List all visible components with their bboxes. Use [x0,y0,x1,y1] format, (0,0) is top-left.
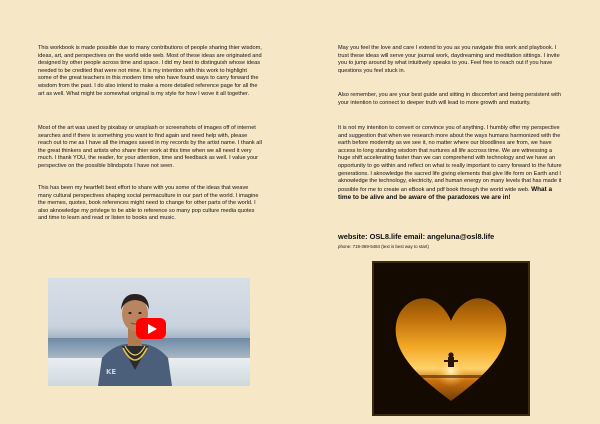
art-credits-paragraph: Most of the art was used by pixabay or unsplash or screenshots of images off of internet searches and if there is something you want to find again and need help with, please reach out to me as I have all the images saved in my records by the artist name. I thank all the great thinkers and artists who share thier work at this time when we all need it very much. I thank YOU, the reader, for your attention, time and feedback as well. I value your perspective on the possible blindspots I have not seen. [38,125,262,169]
intention-text: It is not my intention to convert or convince you of anything. I humbly offer my perspective and suggestion that when we research more about the ways humans harmonized with the earth before modernity as we see it, no matter where our bloodlines are from, we have access to long standing wisdom that nurtures all life accross time. We are witnessing a huge shift accelerating faster than we can comprehend with technology and we have an opportunity to go within and reflect on what is really important to carry forward to the future generations. I aknowledge the sacred life giving elements that give life form on Earth and I aknowledge the technology, electricity, and human energy on many levels that has made it possible for me to create an eBook and pdf book through the world wide web. [338,125,562,193]
youtube-play-icon[interactable] [136,318,166,339]
sunset-scene [374,263,528,414]
blessing-paragraph: May you feel the love and care I extend to you as you navigate this work and playbook. I trust these ideas will serve your journal work, daydreaming and meditation sittings. I invite you to jump around by what intuitively speaks to you. Feel free to reach out if you have questions you feel stuck in. [338,45,560,74]
heartfelt-effort-paragraph: This has been my heartfelt best effort to share with you some of the ideas that weave many cultural perspectives shaping social permaculture in our part of the world. I imagine the memes, quotes, book references might need to change for other parts of the world. I also aknowledge my privlege to be able to reference so many pop culture media quotes and time to learn and read or listen to books and music. [38,185,259,222]
closing-statement: What a time to be alive and be aware of the paradoxes we are in! [338,185,553,202]
right-page [300,0,600,424]
svg-text:KE: KE [106,368,117,376]
best-guide-paragraph: Also remember, you are your best guide and sitting in discomfort and being persistent with your intention to connect to deeper truth will lead to more growth and maturity. [338,92,561,106]
acknowledgement-paragraph: This workbook is made possible due to many contributions of people sharing thier wisdom, ideas, art, and perspectives on the world wide web. Most of these ideas are originated and designed by other people across time and space. I did my best to distinguish whose ideas needed to be credited that were not mine. It is my intention with this work to highlight some of the great teachers in this modern time who have found ways to carry forward the wisdom from the past. I do also intend to make a more detailed reference page for all the art as well. What might be somewhat original is my style for how I wove it all together. [38,45,262,97]
play-triangle-icon [148,324,157,334]
heart-hands-sunset-image [372,261,530,416]
video-thumbnail[interactable] [48,278,250,386]
contact-phone: phone: 719-369-5484 (text is best way to start) [338,244,429,249]
contact-website-email[interactable]: website: OSL8.life email: angeluna@osl8.life [338,232,495,241]
intention-paragraph [338,125,564,203]
